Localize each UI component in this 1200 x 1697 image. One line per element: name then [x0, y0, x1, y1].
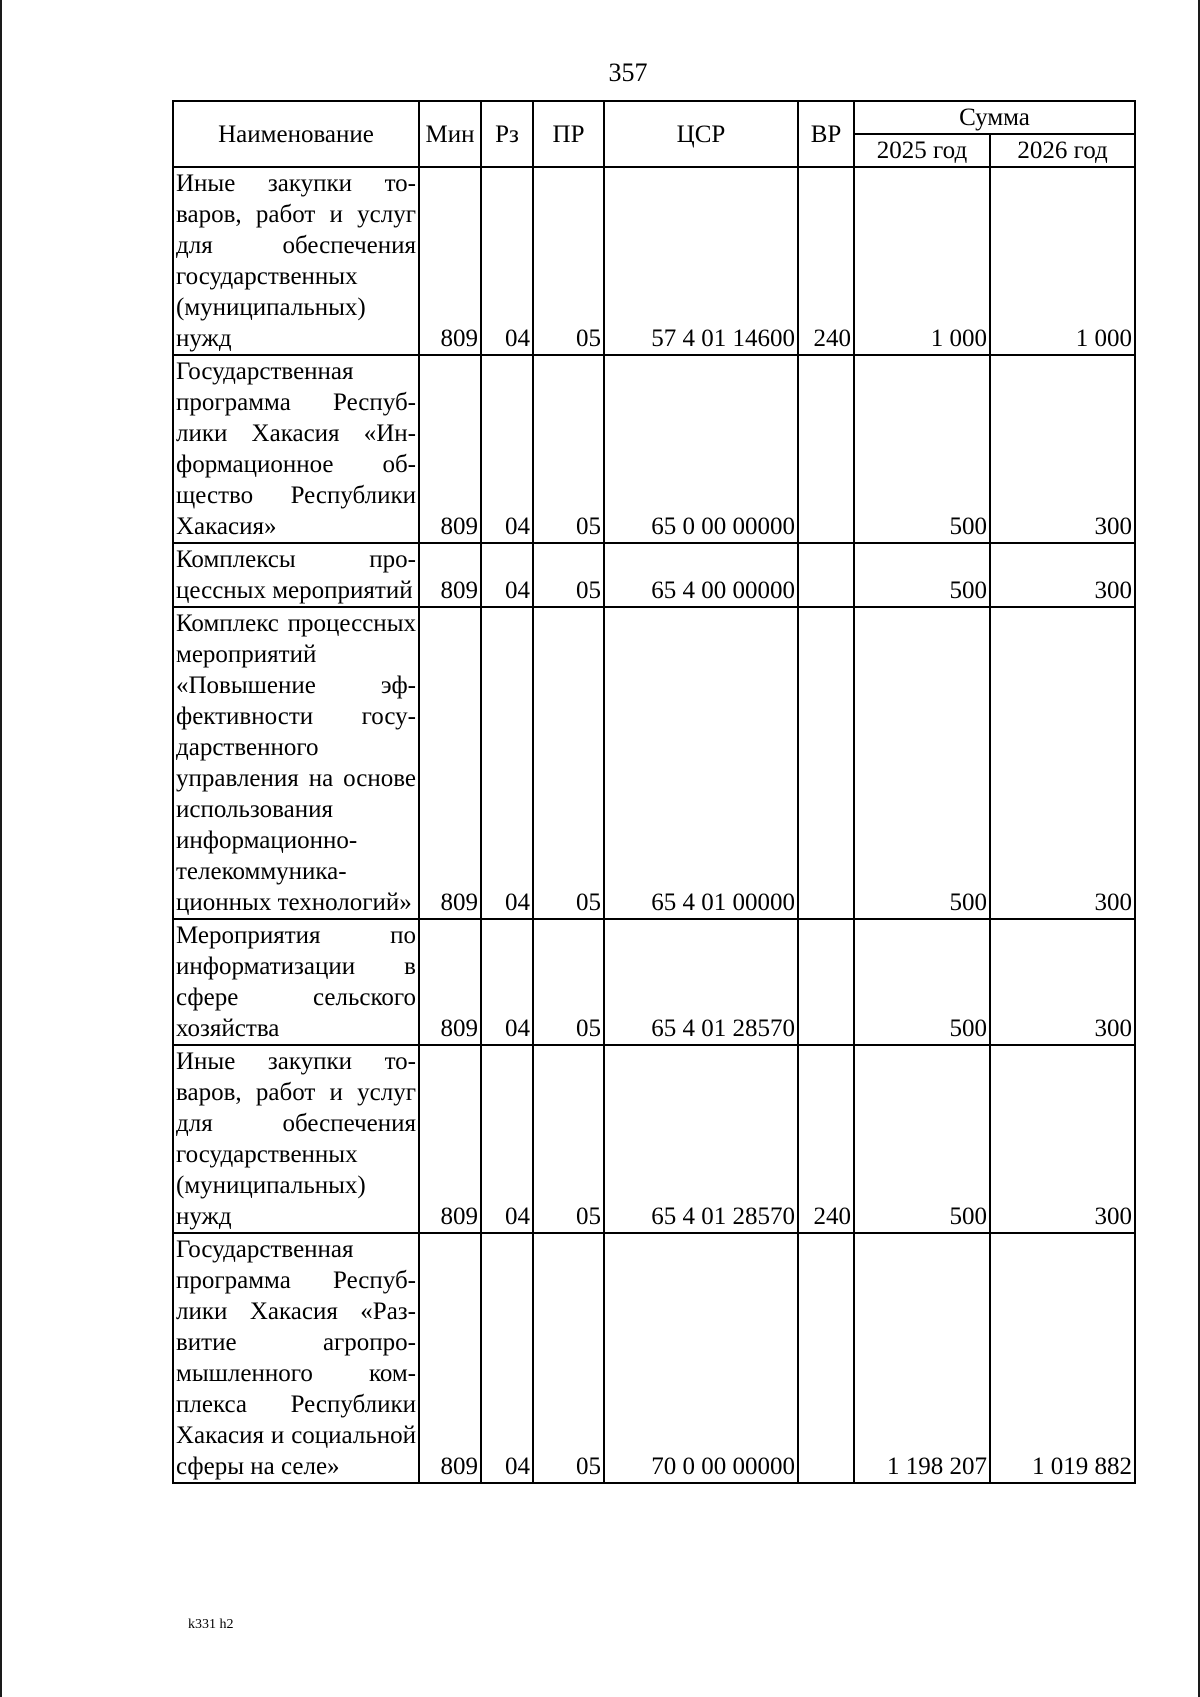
row-vr [798, 543, 854, 607]
row-pr: 05 [533, 607, 604, 919]
row-sum-2026: 300 [990, 607, 1135, 919]
table-row [173, 919, 1135, 1045]
table-header [173, 101, 1135, 167]
header-sum: Сумма [854, 101, 1135, 134]
row-name: Комплексы процессных мероприятий [173, 543, 419, 607]
row-name: Иные закупки товаров, работ и услуг для обеспечения государственных (муниципальных) нужд [173, 1045, 419, 1233]
table-row [173, 167, 1135, 355]
table-row [173, 1233, 1135, 1483]
header-name: Наименование [173, 101, 419, 167]
row-name: Иные закупки товаров, работ и услуг для обеспечения государственных (муниципальных) нужд [173, 167, 419, 355]
row-vr: 240 [798, 1045, 854, 1233]
row-min: 809 [419, 355, 481, 543]
row-vr [798, 919, 854, 1045]
row-rz: 04 [481, 919, 533, 1045]
row-min: 809 [419, 919, 481, 1045]
row-sum-2025: 500 [854, 607, 990, 919]
header-csr: ЦСР [604, 101, 798, 167]
row-csr: 70 0 00 00000 [604, 1233, 798, 1483]
row-sum-2025: 500 [854, 543, 990, 607]
row-pr: 05 [533, 1045, 604, 1233]
page-number: 357 [608, 58, 648, 87]
row-csr: 65 4 01 28570 [604, 1045, 798, 1233]
row-rz: 04 [481, 167, 533, 355]
row-csr: 65 4 01 00000 [604, 607, 798, 919]
row-pr: 05 [533, 543, 604, 607]
row-min: 809 [419, 543, 481, 607]
row-sum-2026: 1 000 [990, 167, 1135, 355]
row-rz: 04 [481, 1045, 533, 1233]
header-vr: ВР [798, 101, 854, 167]
row-name: Мероприятия по информатизации в сфере сельского хозяйства [173, 919, 419, 1045]
table-row [173, 355, 1135, 543]
row-pr: 05 [533, 167, 604, 355]
table-row [173, 543, 1135, 607]
header-year-2026: 2026 год [990, 134, 1135, 167]
budget-table [172, 100, 1136, 1484]
table-row [173, 1045, 1135, 1233]
row-csr: 65 4 01 28570 [604, 919, 798, 1045]
row-min: 809 [419, 1233, 481, 1483]
header-pr: ПР [533, 101, 604, 167]
row-sum-2025: 1 000 [854, 167, 990, 355]
scan-border-left [0, 0, 2, 1697]
row-name: Комплекс процессных мероприятий «Повышение эффективности государственного управления на основе использования информационно-телекоммуникационных технологий» [173, 607, 419, 919]
row-csr: 65 4 00 00000 [604, 543, 798, 607]
row-sum-2026: 1 019 882 [990, 1233, 1135, 1483]
row-sum-2026: 300 [990, 355, 1135, 543]
document-code: k331 h2 [188, 1617, 234, 1632]
row-vr [798, 1233, 854, 1483]
row-csr: 57 4 01 14600 [604, 167, 798, 355]
row-rz: 04 [481, 543, 533, 607]
row-name: Государственная программа Республики Хакасия «Информационное общество Республики Хакасия» [173, 355, 419, 543]
row-csr: 65 0 00 00000 [604, 355, 798, 543]
row-name: Государственная программа Республики Хакасия «Развитие агропромышленного комплекса Республики Хакасия и социальной сферы на селе» [173, 1233, 419, 1483]
row-min: 809 [419, 1045, 481, 1233]
row-min: 809 [419, 167, 481, 355]
row-pr: 05 [533, 355, 604, 543]
row-rz: 04 [481, 355, 533, 543]
row-rz: 04 [481, 607, 533, 919]
row-sum-2026: 300 [990, 919, 1135, 1045]
row-vr: 240 [798, 167, 854, 355]
row-pr: 05 [533, 919, 604, 1045]
row-rz: 04 [481, 1233, 533, 1483]
table-row [173, 607, 1135, 919]
header-rz: Рз [481, 101, 533, 167]
row-sum-2025: 500 [854, 919, 990, 1045]
row-sum-2025: 500 [854, 355, 990, 543]
header-year-2025: 2025 год [854, 134, 990, 167]
row-pr: 05 [533, 1233, 604, 1483]
row-min: 809 [419, 607, 481, 919]
row-sum-2025: 500 [854, 1045, 990, 1233]
header-min: Мин [419, 101, 481, 167]
row-sum-2026: 300 [990, 1045, 1135, 1233]
row-sum-2025: 1 198 207 [854, 1233, 990, 1483]
row-vr [798, 607, 854, 919]
row-sum-2026: 300 [990, 543, 1135, 607]
row-vr [798, 355, 854, 543]
